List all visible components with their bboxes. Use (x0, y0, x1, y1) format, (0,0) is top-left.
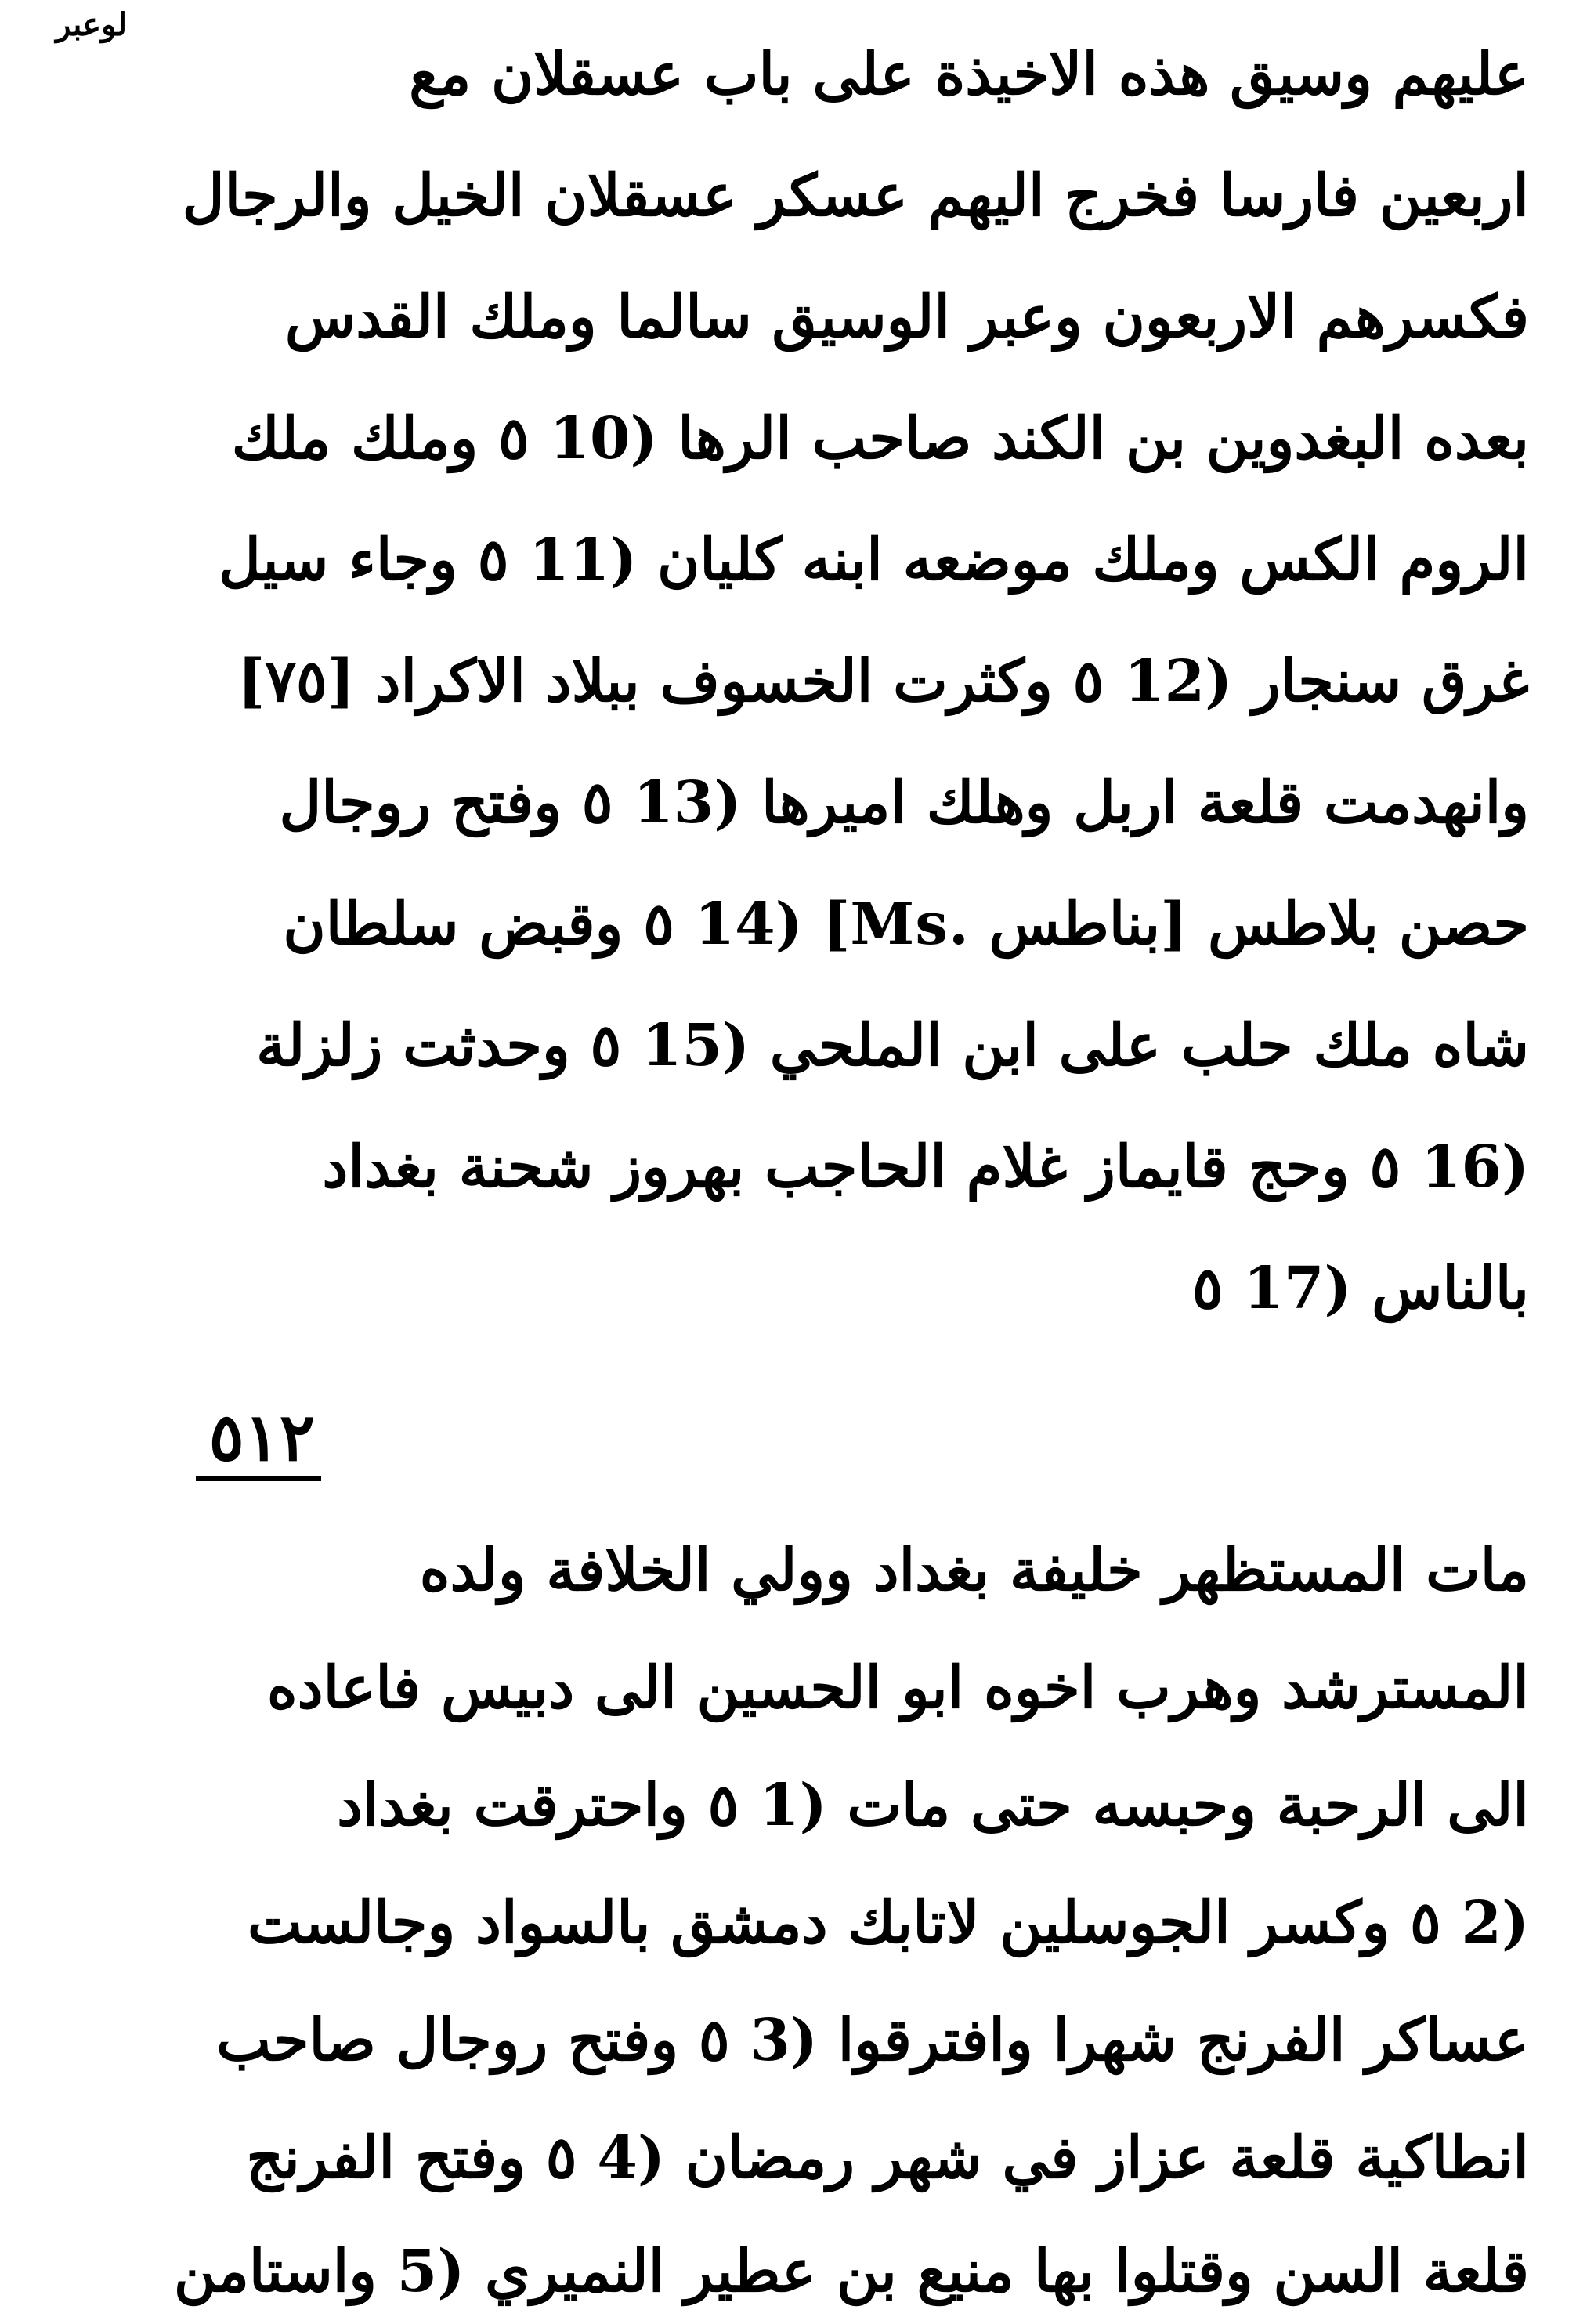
text-line: غرق سنجار (12 ٥ وكثرت الخسوف ببلاد الاكراد [٧٥] (237, 648, 1529, 715)
heading-underline (196, 1476, 321, 1481)
text-line: (2 ٥ وكسر الجوسلين لاتابك دمشق بالسواد وجالست (247, 1889, 1529, 1957)
text-line: الروم الكس وملك موضعه ابنه كليان (11 ٥ وجاء سيل (218, 526, 1529, 594)
text-line: شاه ملك حلب على ابن الملحي (15 ٥ وحدثت زلزلة (256, 1012, 1529, 1079)
text-line: بعده البغدوين بن الكند صاحب الرها (10 ٥ وملك ملك (231, 405, 1529, 472)
interlinear-note: لوعبر (56, 6, 127, 43)
text-line: الى الرحبة وحبسه حتى مات (1 ٥ واحترقت بغداد (337, 1772, 1529, 1839)
text-line: بالناس (17 ٥ (1191, 1255, 1529, 1322)
text-line: فكسرهم الاربعون وعبر الوسيق سالما وملك القدس (284, 284, 1529, 351)
text-line: حصن بلاطس [بناطس .Ms] (14 ٥ وقبض سلطان (283, 891, 1529, 958)
text-line: انطاكية قلعة عزاز في شهر رمضان (4 ٥ وفتح الفرنج (246, 2124, 1529, 2192)
text-line: مات المستظهر خليفة بغداد وولي الخلافة ولده (419, 1537, 1529, 1604)
text-line: المسترشد وهرب اخوه ابو الحسين الى دبيس فاعاده (266, 1654, 1529, 1722)
text-line: وانهدمت قلعة اربل وهلك اميرها (13 ٥ وفتح روجال (279, 769, 1529, 837)
text-line: (16 ٥ وحج قايماز غلام الحاجب بهروز شحنة بغداد (322, 1133, 1529, 1201)
year-heading: ٥١٢ (208, 1398, 315, 1476)
text-line: قلعة السن وقتلوا بها منيع بن عطير النميري (5 واستامن (173, 2238, 1529, 2305)
text-line: اربعين فارسا فخرج اليهم عسكر عسقلان الخيل والرجال (182, 162, 1529, 230)
text-line: عساكر الفرنج شهرا وافترقوا (3 ٥ وفتح روجال صاحب (216, 2007, 1529, 2074)
text-line: عليهم وسيق هذه الاخيذة على باب عسقلان مع (409, 41, 1529, 108)
